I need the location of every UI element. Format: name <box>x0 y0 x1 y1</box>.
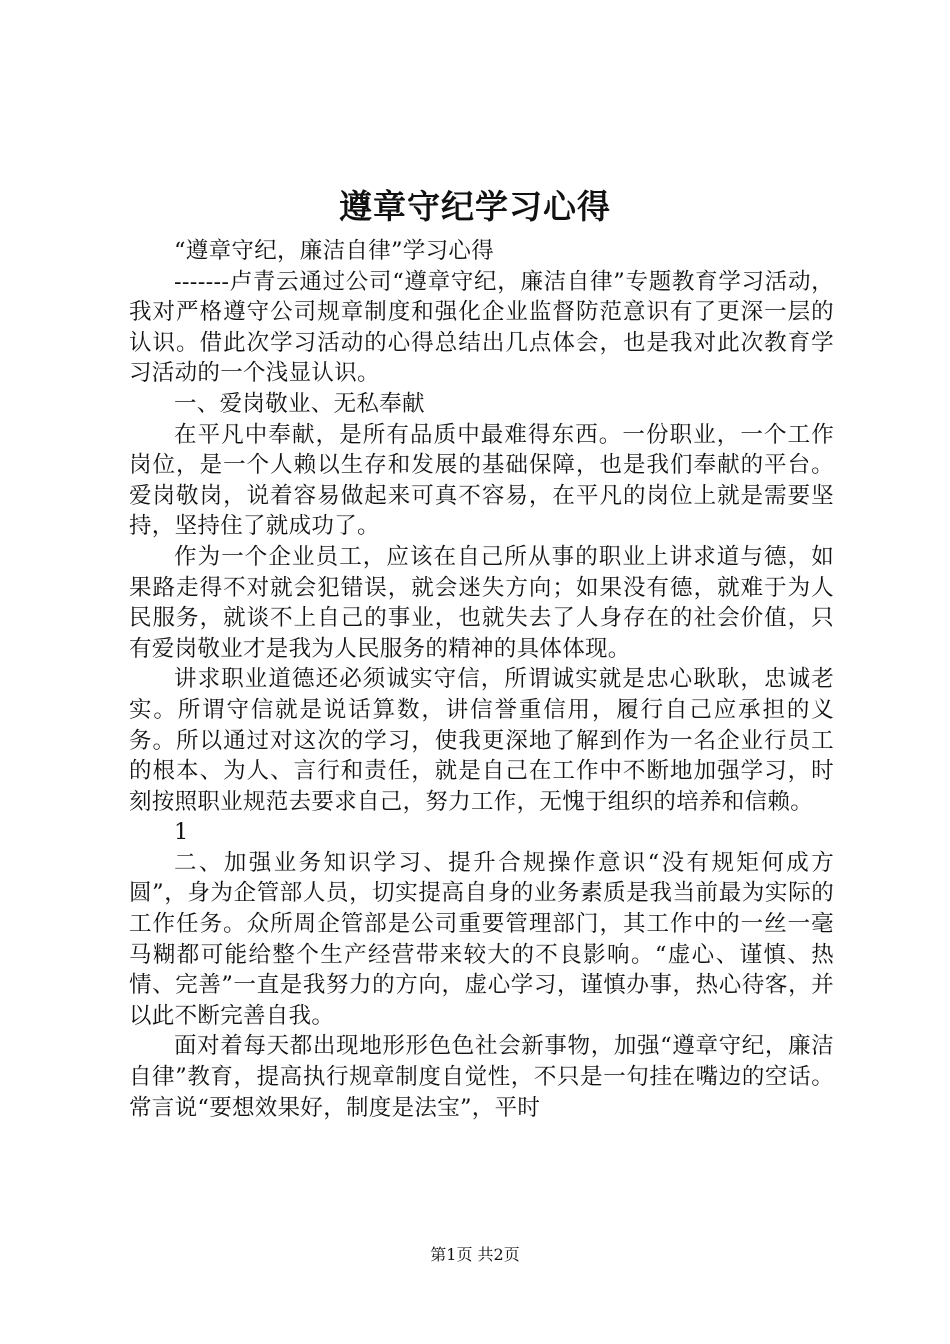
section-heading-2-paragraph: 二、加强业务知识学习、提升合规操作意识“没有规矩何成方圆”，身为企管部人员，切实提高自身的业务素质是我当前最为实际的工作任务。众所周企管部是公司重要管理部门，其工作中的一丝一毫马糊都可能给整个生产经营带来较大的不良影响。“虚心、谨慎、热情、完善”一直是我努力的方向，虚心学习，谨慎办事，热心待客，并以此不断完善自我。 <box>129 849 834 1029</box>
document-title: 遵章守纪学习心得 <box>339 187 611 226</box>
section-heading-1: 一、爱岗敬业、无私奉献 <box>174 390 425 417</box>
body-paragraph: 在平凡中奉献，是所有品质中最难得东西。一份职业，一个工作岗位，是一个人赖以生存和发展的基础保障，也是我们奉献的平台。爱岗敬岗，说着容易做起来可真不容易，在平凡的岗位上就是需要坚持，坚持住了就成功了。 <box>129 421 834 540</box>
inline-page-number: 1 <box>174 819 189 846</box>
intro-paragraph: -------卢青云通过公司“遵章守纪，廉洁自律”专题教育学习活动，我对严格遵守公司规章制度和强化企业监督防范意识有了更深一层的认识。借此次学习活动的心得总结出几点体会，也是我对此次教育学习活动的一个浅显认识。 <box>129 268 834 387</box>
body-paragraph: 作为一个企业员工，应该在自己所从事的职业上讲求道与德，如果路走得不对就会犯错误，就会迷失方向；如果没有德，就难于为人民服务，就谈不上自己的事业，也就失去了人身存在的社会价值，只有爱岗敬业才是我为人民服务的精神的具体体现。 <box>129 543 834 662</box>
document-body <box>129 236 834 1123</box>
body-paragraph: 讲求职业道德还必须诚实守信，所谓诚实就是忠心耿耿，忠诚老实。所谓守信就是说话算数，讲信誉重信用，履行自己应承担的义务。所以通过对这次的学习，使我更深地了解到作为一名企业行员工的根本、为人、言行和责任，就是自己在工作中不断地加强学习，时刻按照职业规范去要求自己，努力工作，无愧于组织的培养和信赖。 <box>129 666 834 815</box>
body-paragraph: 面对着每天都出现地形形色色社会新事物，加强“遵章守纪，廉洁自律”教育，提高执行规章制度自觉性，不只是一句挂在嘴边的空话。常言说“要想效果好，制度是法宝”，平时 <box>129 1033 834 1121</box>
page-footer: 第1页 共2页 <box>430 1245 520 1264</box>
subtitle-paragraph: “遵章守纪，廉洁自律”学习心得 <box>174 238 495 264</box>
